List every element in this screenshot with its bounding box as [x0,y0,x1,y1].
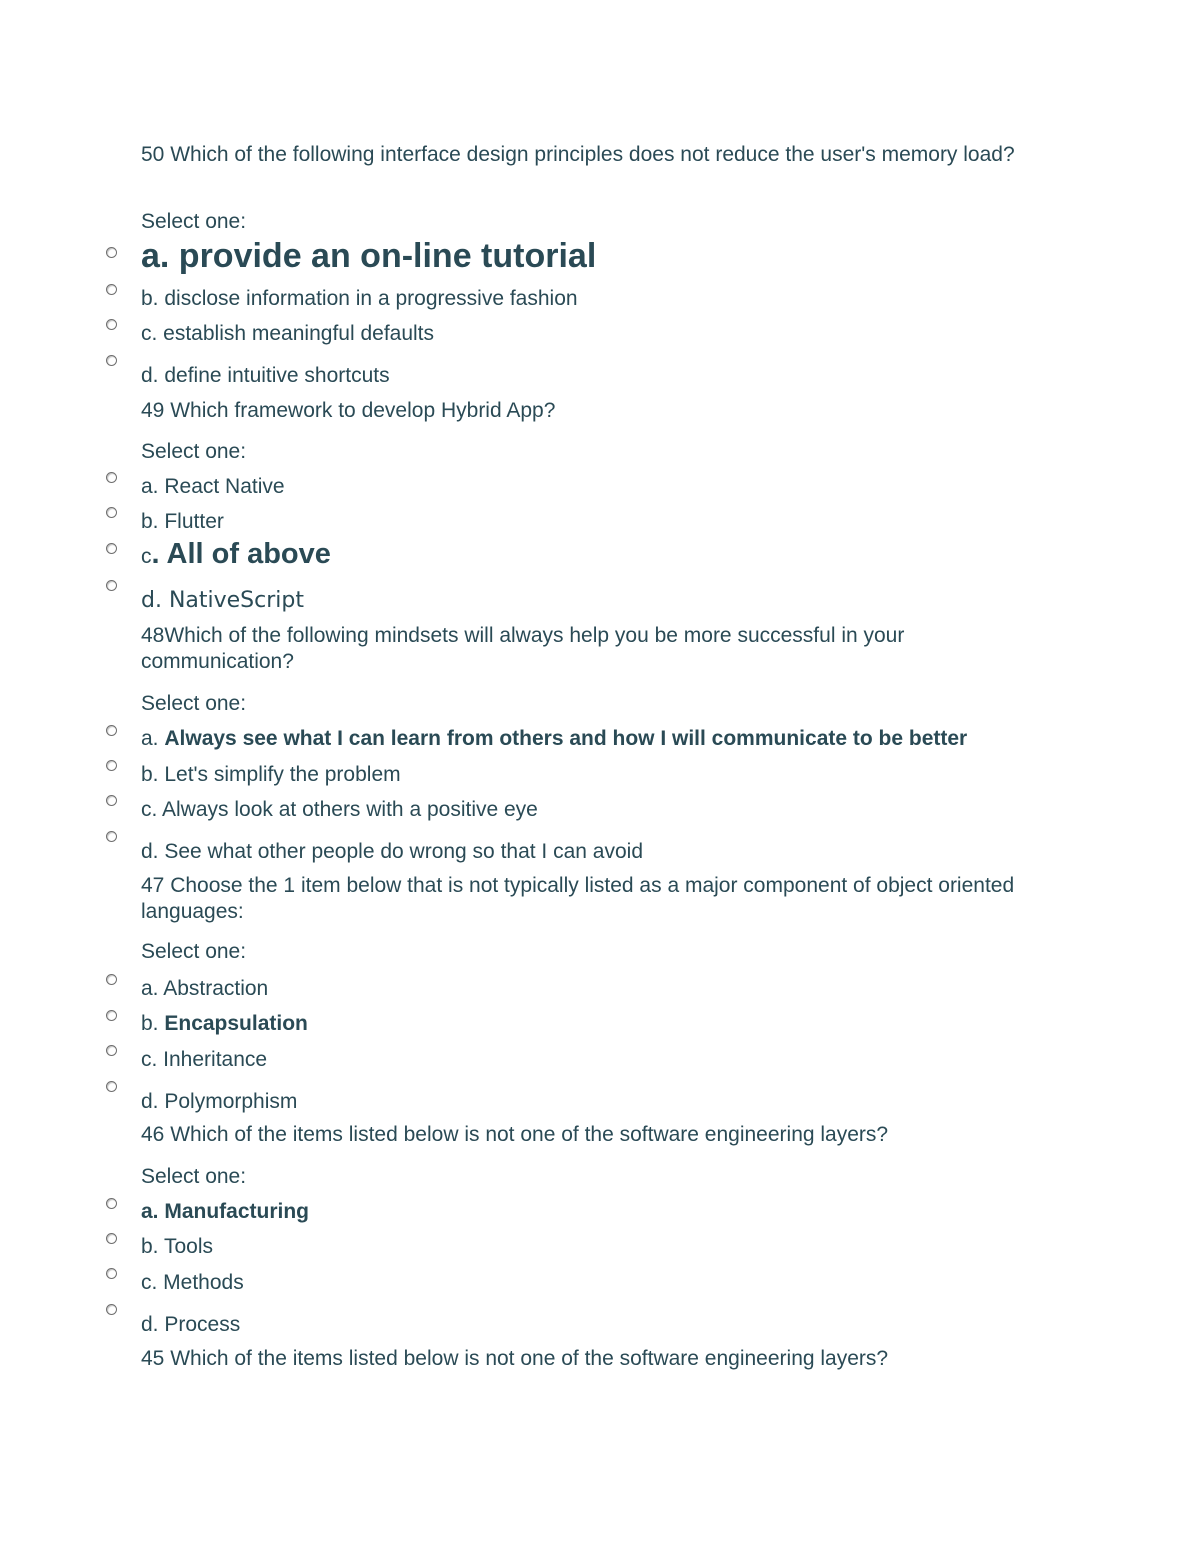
option-q49-d[interactable]: d. NativeScript [141,588,304,613]
option-q47-b-label: Encapsulation [164,1012,308,1035]
option-q49-c-label: . All of above [151,538,331,570]
option-q48-b[interactable]: b. Let's simplify the problem [141,763,401,786]
radio-q46-b[interactable] [106,1233,117,1244]
option-q50-b[interactable]: b. disclose information in a progressive fashion [141,287,578,310]
option-q46-d[interactable]: d. Process [141,1313,241,1336]
radio-q46-d[interactable] [106,1304,117,1315]
option-q46-a[interactable]: a. Manufacturing [141,1200,310,1223]
option-q50-c[interactable]: c. establish meaningful defaults [141,322,435,345]
question-47-text: 47 Choose the 1 item below that is not typically listed as a major component of object oriented languages: [141,874,1015,923]
option-q47-b[interactable] [141,1011,308,1037]
radio-q50-c[interactable] [106,319,117,330]
question-49-text: 49 Which framework to develop Hybrid App? [141,399,556,422]
option-q49-c[interactable] [141,537,331,571]
option-q48-d[interactable]: d. See what other people do wrong so that I can avoid [141,840,644,863]
radio-q46-a[interactable] [106,1198,117,1209]
radio-q46-c[interactable] [106,1268,117,1279]
option-q47-c[interactable]: c. Inheritance [141,1048,268,1071]
option-q46-b[interactable]: b. Tools [141,1235,213,1258]
radio-q50-d[interactable] [106,355,117,366]
radio-q48-d[interactable] [106,831,117,842]
radio-q49-b[interactable] [106,507,117,518]
select-one-label: Select one: [141,692,247,715]
radio-q49-a[interactable] [106,472,117,483]
select-one-label: Select one: [141,1165,247,1188]
question-48-text: 48Which of the following mindsets will always help you be more successful in your communication? [141,624,905,673]
option-q49-a[interactable]: a. React Native [141,475,285,498]
radio-q47-a[interactable] [106,974,117,985]
select-one-label: Select one: [141,210,247,233]
radio-q47-c[interactable] [106,1045,117,1056]
radio-q47-d[interactable] [106,1081,117,1092]
option-q46-c[interactable]: c. Methods [141,1271,244,1294]
option-q49-b[interactable]: b. Flutter [141,510,224,533]
select-one-label: Select one: [141,440,247,463]
radio-q49-c[interactable] [106,543,117,554]
option-q48-a-prefix: a. [141,727,165,750]
question-46-text: 46 Which of the items listed below is not one of the software engineering layers? [141,1123,889,1146]
radio-q48-b[interactable] [106,760,117,771]
select-one-label: Select one: [141,940,247,963]
radio-q50-b[interactable] [106,284,117,295]
question-45-text: 45 Which of the items listed below is not one of the software engineering layers? [141,1347,889,1370]
option-q48-a[interactable] [141,726,967,752]
option-q49-c-prefix: c [141,545,152,568]
option-q48-a-label: Always see what I can learn from others and how I will communicate to be better [164,727,968,750]
option-q47-b-prefix: b. [141,1012,165,1035]
radio-q49-d[interactable] [106,580,117,591]
radio-q48-c[interactable] [106,795,117,806]
question-50-text: 50 Which of the following interface design principles does not reduce the user's memory load? [141,143,1015,166]
option-q47-d[interactable]: d. Polymorphism [141,1090,298,1113]
option-q50-d[interactable]: d. define intuitive shortcuts [141,364,390,387]
option-q48-c[interactable]: c. Always look at others with a positive eye [141,798,538,821]
option-q47-a[interactable]: a. Abstraction [141,977,269,1000]
radio-q47-b[interactable] [106,1010,117,1021]
radio-q48-a[interactable] [106,725,117,736]
option-q50-a[interactable]: a. provide an on-line tutorial [141,237,597,275]
radio-q50-a[interactable] [106,247,117,258]
